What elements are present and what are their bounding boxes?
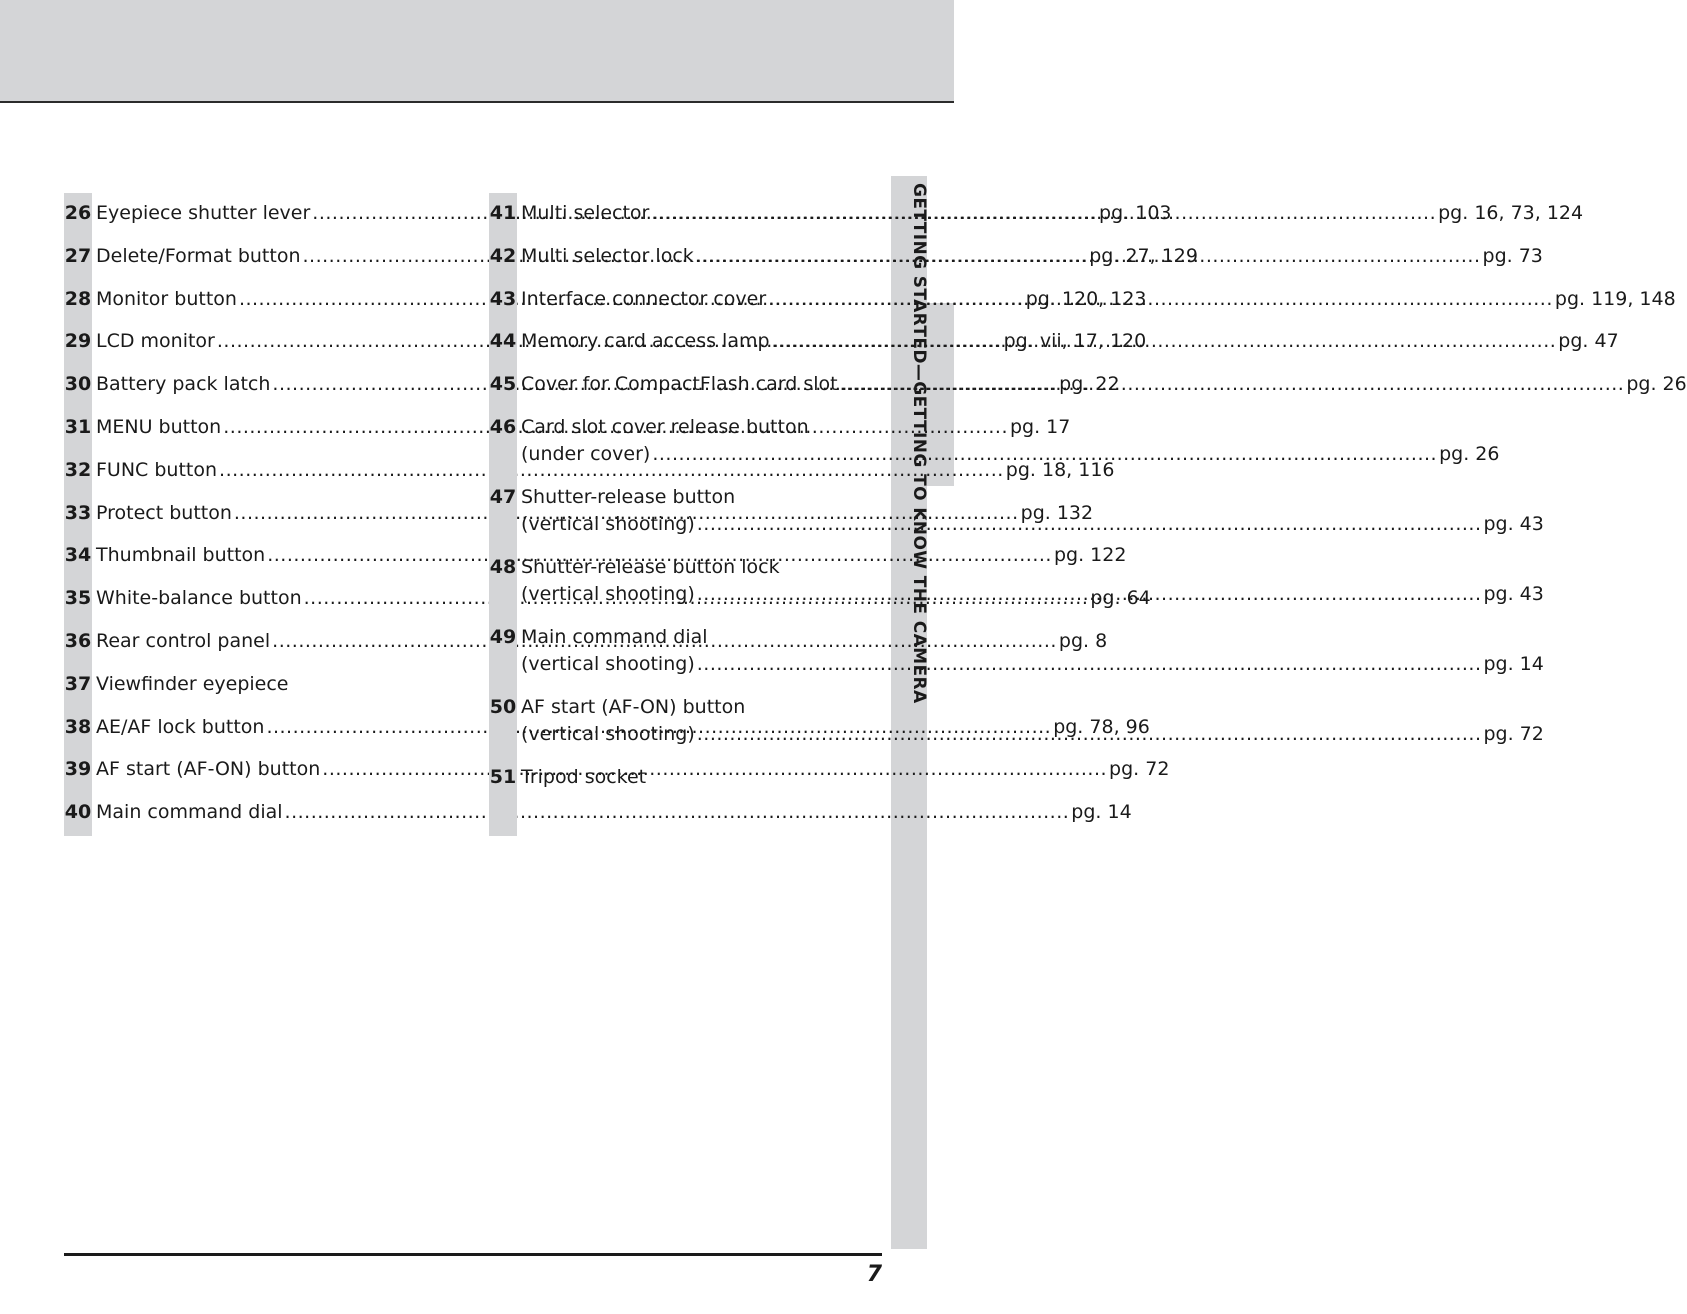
- entry-label: (vertical shooting): [521, 583, 695, 605]
- entry-label: Thumbnail button: [96, 544, 266, 567]
- page-reference: pg. 43: [1483, 583, 1544, 605]
- entry-line: [521, 651, 1544, 678]
- item-number: 49: [489, 626, 517, 648]
- entry-label: Protect button: [96, 501, 232, 524]
- page-reference: pg. 26: [1439, 443, 1500, 465]
- leader-dots: [695, 581, 1484, 608]
- entry-label: Main command dial: [521, 626, 708, 648]
- page-reference: pg. 22: [1059, 373, 1120, 396]
- page-reference: pg. 14: [1483, 653, 1544, 675]
- page-reference: pg. 73: [1482, 244, 1543, 267]
- item-number: 38: [64, 715, 92, 738]
- item-number: 46: [489, 416, 517, 438]
- entry-label: LCD monitor: [96, 330, 215, 353]
- item-number: 50: [489, 696, 517, 718]
- entry-line: [521, 764, 882, 791]
- page-reference: pg. 120, 123: [1025, 287, 1147, 310]
- item-number: 28: [64, 287, 92, 310]
- item-number: 26: [64, 202, 92, 224]
- page-reference: pg. 132: [1020, 501, 1094, 524]
- item-number: 29: [64, 330, 92, 353]
- item-number: 36: [64, 630, 92, 652]
- entry-label: Viewfinder eyepiece: [96, 672, 289, 695]
- entry-label: White-balance button: [96, 587, 302, 610]
- leader-dots: [650, 441, 1439, 468]
- item-number: 42: [489, 244, 517, 267]
- item-number: 45: [489, 373, 517, 396]
- item-number: 35: [64, 587, 92, 610]
- entry-label: Monitor button: [96, 287, 237, 310]
- item-number: 33: [64, 501, 92, 524]
- entry-label: Tripod socket: [521, 766, 647, 788]
- leader-dots: [694, 243, 1483, 270]
- page-number: 7: [866, 1262, 882, 1287]
- entry-label: AE/AF lock button: [96, 715, 265, 738]
- item-number: 41: [489, 202, 517, 224]
- entry-label: (under cover): [521, 443, 651, 465]
- page-reference: pg. 26: [1626, 373, 1687, 396]
- entry-label: Memory card access lamp: [521, 330, 770, 353]
- item-number: 47: [489, 486, 517, 508]
- item-number: 40: [64, 801, 92, 824]
- entry-label: Battery pack latch: [96, 373, 271, 396]
- entry-line: [521, 694, 882, 721]
- entry-line: [96, 799, 1132, 826]
- entry-line: [521, 484, 882, 511]
- page-reference: pg. 122: [1053, 544, 1127, 567]
- entry-label: Rear control panel: [96, 630, 271, 652]
- item-number: 39: [64, 758, 92, 781]
- page-reference: pg. 43: [1483, 513, 1544, 535]
- footer-rule: [64, 1253, 882, 1256]
- item-number: 44: [489, 330, 517, 353]
- entry-label: Shutter-release button: [521, 486, 736, 508]
- page-reference: pg. 27, 129: [1089, 244, 1198, 267]
- entry-label: Multi selector: [521, 202, 650, 224]
- page-reference: pg. vii, 17, 120: [1003, 330, 1147, 353]
- leader-dots: [770, 328, 1559, 355]
- page-reference: pg. 119, 148: [1554, 287, 1676, 310]
- entry-label: (vertical shooting): [521, 653, 695, 675]
- entry-label: Card slot cover release button: [521, 416, 809, 438]
- leader-dots: [649, 200, 1438, 227]
- item-number: 43: [489, 287, 517, 310]
- item-number: 37: [64, 672, 92, 695]
- entry-label: Shutter-release button lock: [521, 556, 780, 578]
- entry-label: Interface connector cover: [521, 287, 767, 310]
- page-reference: pg. 14: [1071, 801, 1132, 824]
- entry-label: Cover for CompactFlash card slot: [521, 373, 838, 396]
- entry-label: Multi selector lock: [521, 244, 694, 267]
- item-number: 31: [64, 416, 92, 438]
- entry-line: [521, 624, 882, 651]
- leader-dots: [838, 371, 1627, 398]
- leader-dots: [695, 721, 1484, 748]
- entry-label: MENU button: [96, 416, 222, 438]
- item-number: 27: [64, 244, 92, 267]
- entry-label: (vertical shooting): [521, 513, 695, 535]
- page-reference: pg. 47: [1558, 330, 1619, 353]
- entry-label: Delete/Format button: [96, 244, 301, 267]
- item-number: 32: [64, 458, 92, 481]
- page-reference: pg. 18, 116: [1005, 458, 1115, 481]
- page-reference: pg. 72: [1483, 723, 1544, 745]
- leader-dots: [766, 286, 1555, 313]
- leader-dots: [695, 511, 1484, 538]
- page-reference: pg. 8: [1058, 630, 1108, 652]
- page-reference: pg. 16, 73, 124: [1438, 202, 1584, 224]
- entry-label: FUNC button: [96, 458, 218, 481]
- item-number: 51: [489, 766, 517, 788]
- item-number: 34: [64, 544, 92, 567]
- item-number: 30: [64, 373, 92, 396]
- entry-label: Main command dial: [96, 801, 283, 824]
- section-title: GETTING STARTED—GETTING TO KNOW THE CAMERA: [909, 183, 929, 704]
- entry-line: [521, 441, 1500, 468]
- entry-label: Eyepiece shutter lever: [96, 202, 311, 224]
- page-reference: pg. 103: [1099, 202, 1172, 224]
- page-reference: pg. 64: [1090, 587, 1151, 610]
- entry-label: (vertical shooting): [521, 723, 695, 745]
- item-number: 48: [489, 556, 517, 578]
- leader-dots: [695, 651, 1484, 678]
- entry-line: [521, 554, 882, 581]
- entry-line: [521, 414, 882, 441]
- entry-line: [96, 671, 457, 698]
- page-reference: pg. 17: [1009, 416, 1071, 438]
- entry-label: AF start (AF-ON) button: [521, 696, 746, 718]
- leader-dots: [283, 799, 1072, 826]
- entry-label: AF start (AF-ON) button: [96, 758, 321, 781]
- page-reference: pg. 72: [1109, 758, 1170, 781]
- page-reference: pg. 78, 96: [1053, 715, 1150, 738]
- header-band: [0, 0, 954, 103]
- entry-line: [96, 457, 1115, 484]
